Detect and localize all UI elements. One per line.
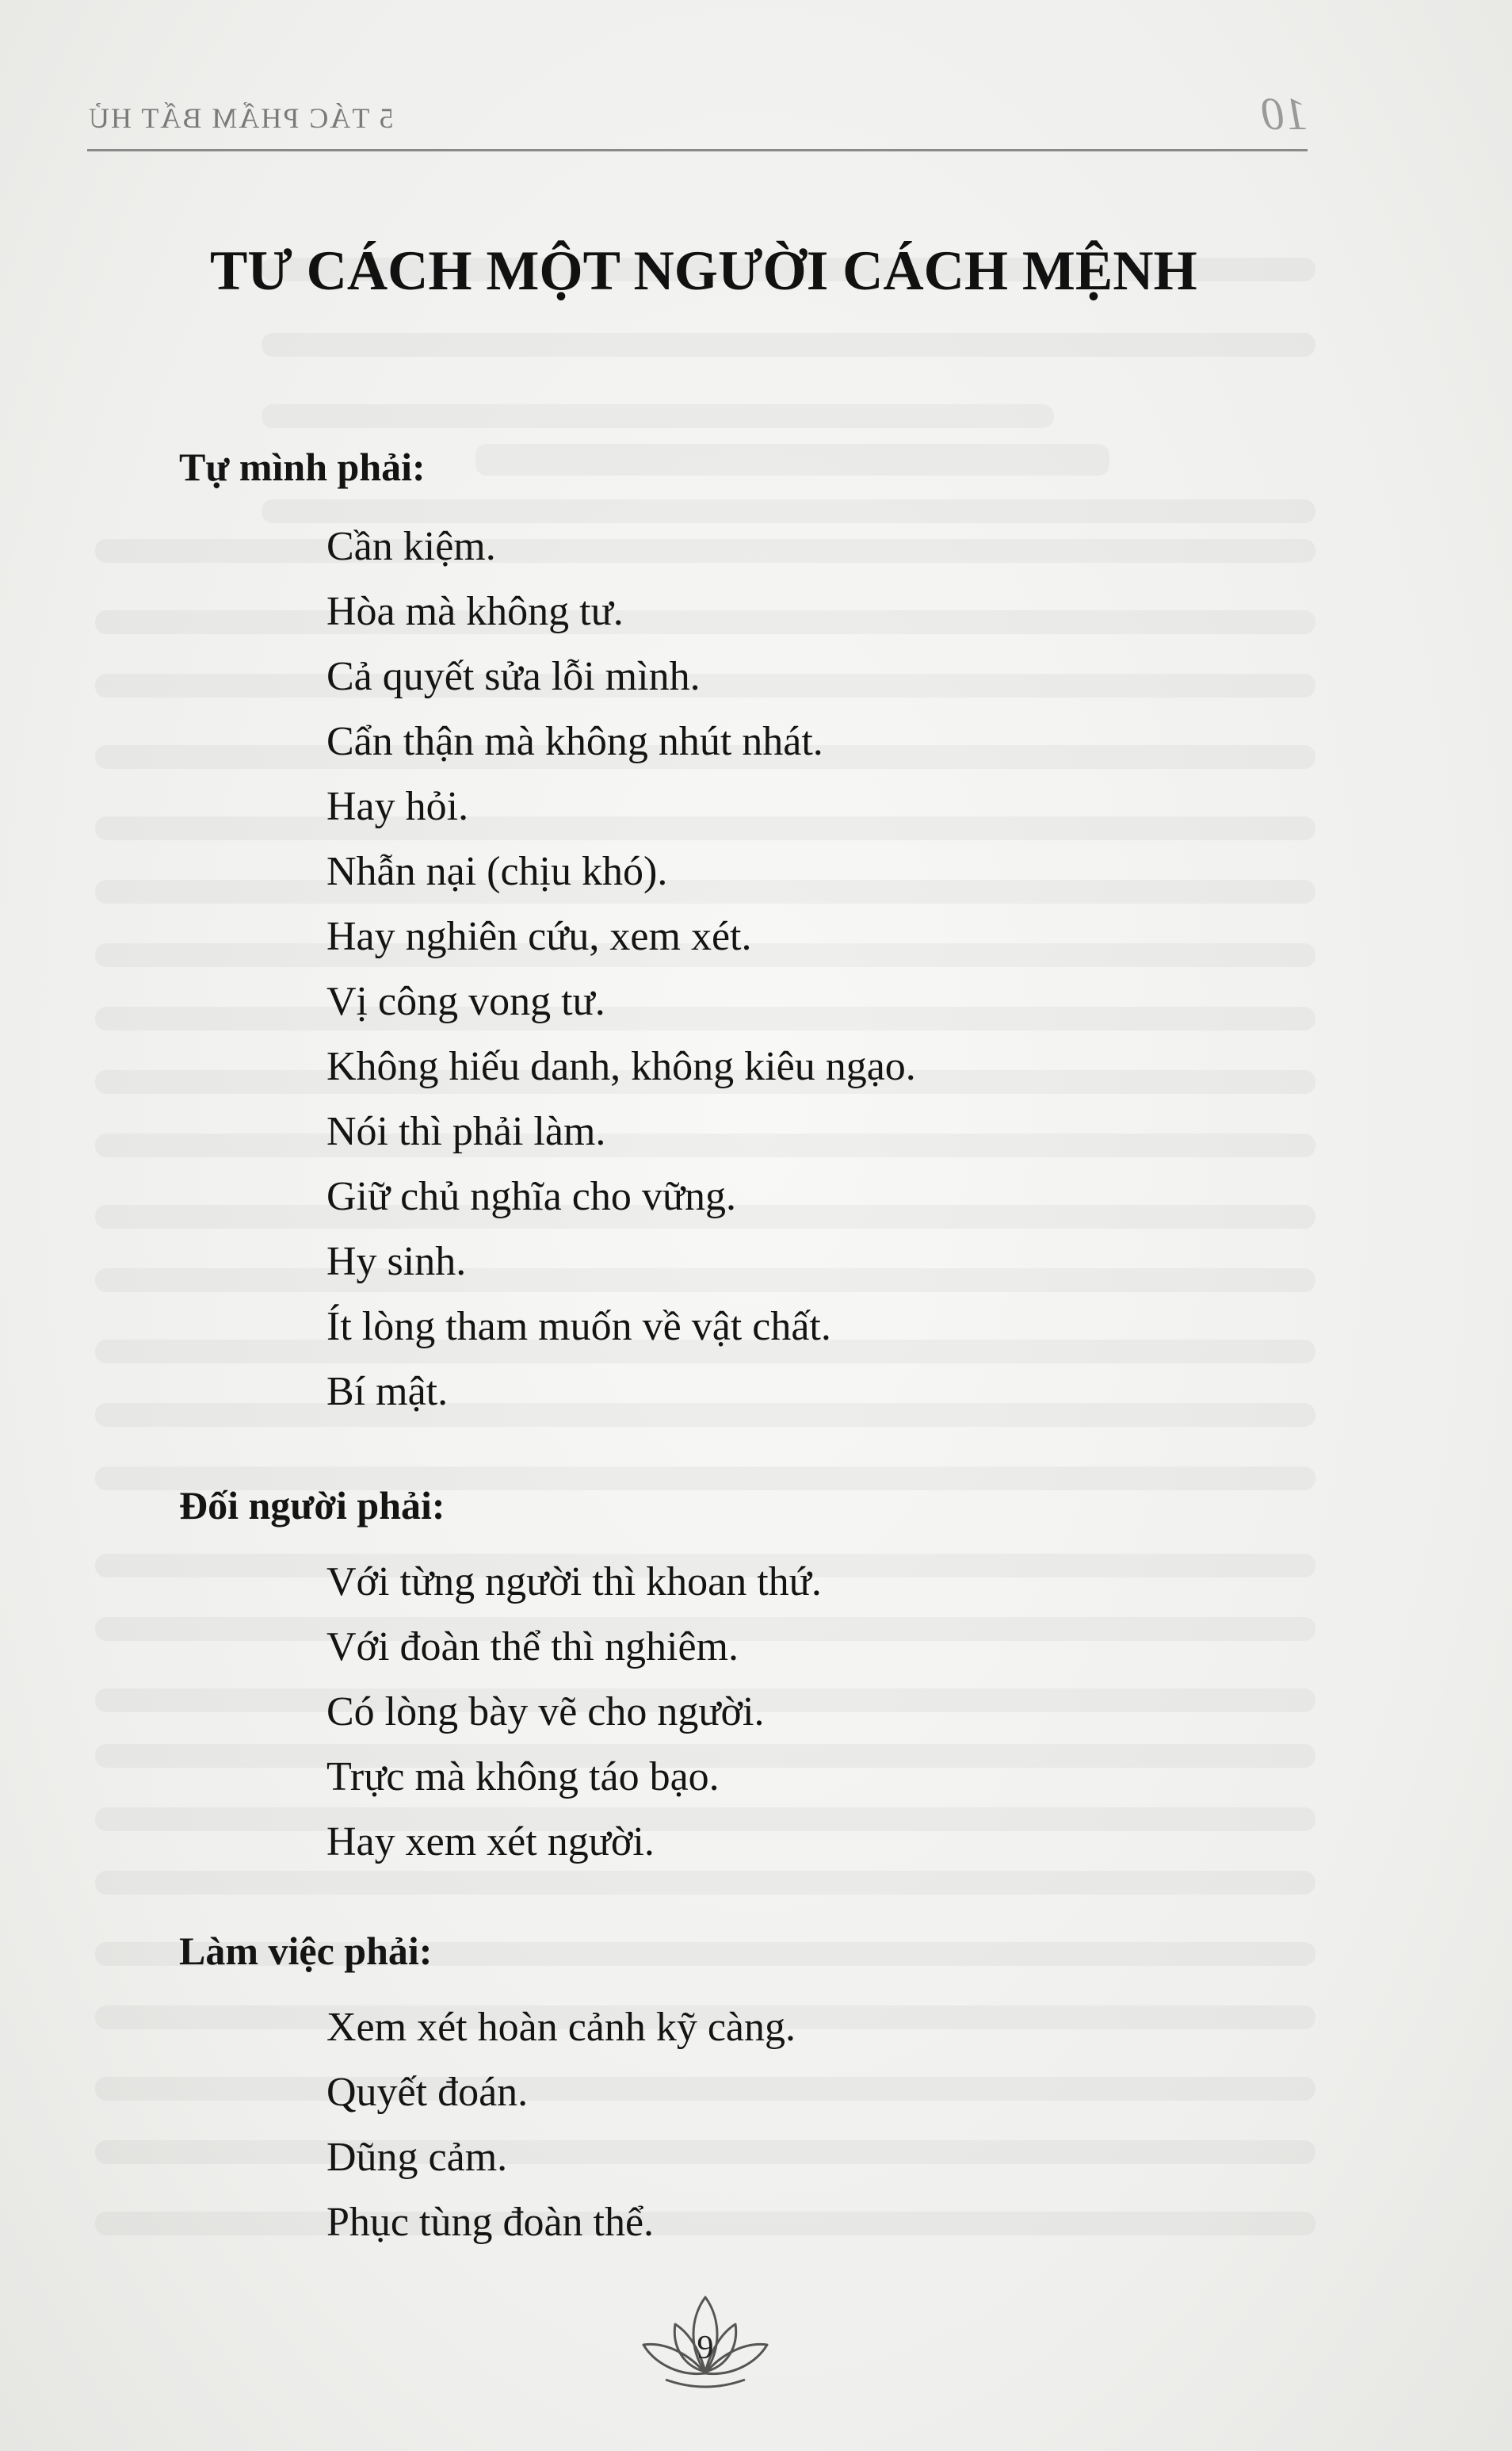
list-item: Vị công vong tư. [326,979,605,1024]
list-item: Hay nghiên cứu, xem xét. [326,914,752,959]
list-item: Cần kiệm. [326,524,496,569]
list-item: Xem xét hoàn cảnh kỹ càng. [326,2005,796,2050]
section-heading-self: Tự mình phải: [179,445,426,489]
section-heading-others: Đối người phải: [179,1483,445,1528]
running-header-mark: 10 [1262,88,1308,140]
list-item: Với đoàn thể thì nghiêm. [326,1624,739,1669]
list-item: Phục tùng đoàn thể. [326,2200,655,2245]
list-item: Không hiếu danh, không kiêu ngạo. [326,1044,916,1089]
header-rule [87,149,1308,151]
section-heading-work: Làm việc phải: [179,1929,433,1973]
list-item: Nhẫn nại (chịu khó). [326,849,668,894]
page-title: TƯ CÁCH MỘT NGƯỜI CÁCH MỆNH [210,240,1197,302]
running-header [87,87,1308,159]
list-item: Trực mà không táo bạo. [326,1754,720,1799]
list-item: Hòa mà không tư. [326,589,624,634]
page-number: 9 [697,2330,714,2366]
list-item: Giữ chủ nghĩa cho vững. [326,1174,737,1219]
running-header-text: 5 TÁC PHẨM BẤT HỦ [87,102,394,134]
list-item: Ít lòng tham muốn về vật chất. [326,1304,831,1349]
list-item: Hay hỏi. [326,784,469,829]
list-item: Cẩn thận mà không nhút nhát. [326,719,823,764]
list-item: Hay xem xét người. [326,1819,655,1864]
list-item: Hy sinh. [326,1239,467,1284]
list-item: Có lòng bày vẽ cho người. [326,1689,765,1734]
list-item: Dũng cảm. [326,2135,508,2180]
list-item: Nói thì phải làm. [326,1109,606,1154]
list-item: Quyết đoán. [326,2070,529,2115]
list-item: Với từng người thì khoan thứ. [326,1559,822,1604]
page-footer [634,2283,777,2402]
list-item: Bí mật. [326,1369,449,1414]
list-item: Cả quyết sửa lỗi mình. [326,654,701,699]
